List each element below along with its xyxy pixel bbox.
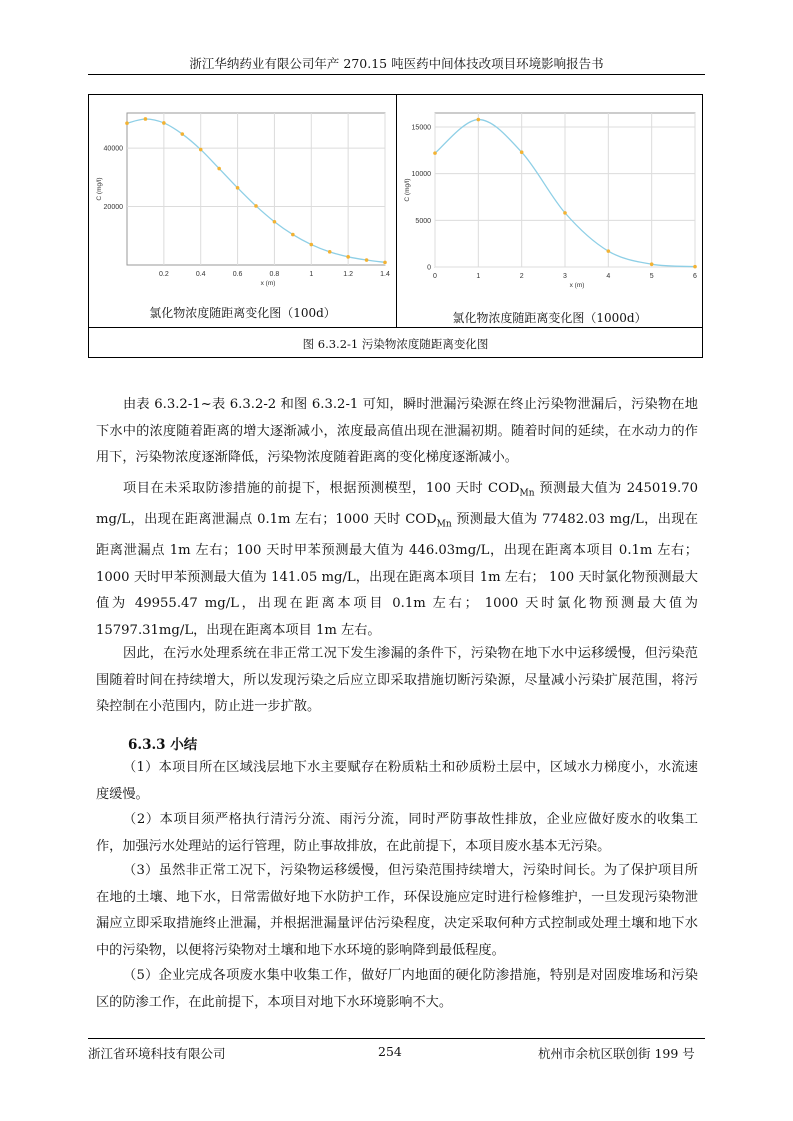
x-tick-label: 0	[433, 273, 437, 280]
data-point	[236, 186, 240, 190]
x-tick-label: 0.6	[232, 271, 243, 278]
data-point	[346, 255, 350, 259]
chart-caption-1000d: 氯化物浓度随距离变化图（1000d）	[452, 311, 647, 325]
p2-text-a: 项目在未采取防渗措施的前提下，根据预测模型，100 天时 COD	[123, 481, 520, 496]
data-point	[563, 211, 567, 215]
data-point	[383, 261, 387, 265]
x-axis-label: x (m)	[260, 280, 276, 287]
data-point	[607, 249, 611, 253]
p2-text-c: 预测最大值为 77482.03 mg/L，出现在距离泄漏点 1m 左右；100 天时甲苯预测最大值为 446.03mg/L，出现在距离本项目 0.1m 左右； 1000 天时甲苯预测最大值为 141.05 mg/L，出现在距离本项目 1m 左右； 100 天时氯化物预测最大值为 49955.47 mg/L，出现在距离本项目 0.1m 左右； 1000 天时氯化物预测最大值为 15797.31mg/L，出现在距离本项目 1m 左右。	[96, 512, 698, 638]
summary-item-1: （1）本项目所在区域浅层地下水主要赋存在粉质粘土和砂质粉土层中，区域水力梯度小，水流速度缓慢。	[96, 760, 698, 802]
footer-page-number: 254	[378, 1044, 402, 1059]
figure-caption: 图 6.3.2-1 污染物浓度随距离变化图	[302, 337, 489, 351]
x-tick-label: 3	[563, 273, 567, 280]
data-point	[365, 258, 369, 262]
chart-panel-1000d	[397, 95, 702, 327]
x-axis-label: x (m)	[569, 282, 585, 289]
x-tick-label: 4	[606, 273, 611, 280]
y-tick-label: 40000	[103, 145, 123, 153]
x-tick-label: 1.4	[380, 271, 390, 278]
data-point	[291, 233, 295, 237]
footer-address: 杭州市余杭区联创街 199 号	[538, 1046, 695, 1061]
x-tick-label: 1	[309, 271, 314, 278]
summary-item-5: （5）企业完成各项废水集中收集工作，做好厂内地面的硬化防渗措施，特别是对固废堆场和污染区的防渗工作，在此前提下，本项目对地下水环境影响不大。	[96, 968, 698, 1010]
data-point	[162, 121, 166, 125]
chart-panel-100d	[89, 95, 397, 327]
data-point	[309, 243, 313, 247]
paragraph-3: 因此，在污水处理系统在非正常工况下发生渗漏的条件下，污染物在地下水中运移缓慢，但污染范围随着时间在持续增大，所以发现污染之后应立即采取措施切断污染源，尽量减小污染扩展范围，将污染控制在小范围内，防止进一步扩散。	[96, 646, 698, 714]
x-tick-label: 0.2	[158, 271, 169, 278]
x-tick-label: 6	[693, 273, 697, 280]
summary-item-2: （2）本项目须严格执行清污分流、雨污分流，同时严防事故性排放，企业应做好废水的收集工作，加强污水处理站的运行管理，防止事故排放，在此前提下，本项目废水基本无污染。	[96, 812, 698, 854]
figure-frame	[88, 94, 703, 358]
summary-item-3: （3）虽然非正常工况下，污染物运移缓慢，但污染范围持续增大，污染时间长。为了保护项目所在地的土壤、地下水，日常需做好地下水防护工作，环保设施应定时进行检修维护，一旦发现污染物泄漏应立即采取措施终止泄漏，并根据泄漏量评估污染程度，决定采取何种方式控制或处理土壤和地下水中的污染物，以便将污染物对土壤和地下水环境的影响降到最低程度。	[96, 863, 698, 958]
y-axis-label: C (mg/l)	[96, 177, 103, 201]
data-point	[520, 150, 524, 154]
plot-area	[127, 113, 385, 265]
footer-company: 浙江省环境科技有限公司	[88, 1046, 226, 1061]
data-point	[650, 262, 654, 266]
chloride-chart-100d	[89, 95, 395, 300]
x-tick-label: 2	[519, 273, 524, 280]
data-point	[433, 151, 437, 155]
footer-rule	[88, 1038, 705, 1039]
x-tick-label: 0.4	[195, 271, 206, 278]
x-tick-label: 5	[649, 273, 654, 280]
data-point	[693, 265, 697, 269]
p2-subscript-2: Mn	[436, 519, 452, 530]
p2-subscript-1: Mn	[519, 488, 535, 499]
chart-caption-100d: 氯化物浓度随距离变化图（100d）	[149, 306, 336, 320]
data-point	[199, 148, 203, 152]
y-axis-label: C (mg/l)	[404, 178, 411, 202]
x-tick-label: 1	[476, 273, 481, 280]
data-point	[125, 121, 129, 125]
data-point	[273, 220, 277, 224]
p2-text-b: 预测最大值为 245019.70 mg/L，出现在距离泄漏点 0.1m 左右；1000 天时 COD	[96, 481, 699, 528]
data-point	[217, 167, 221, 171]
data-point	[254, 204, 258, 208]
section-heading: 6.3.3 小结	[128, 737, 198, 753]
paragraph-1: 由表 6.3.2-1~表 6.3.2-2 和图 6.3.2-1 可知，瞬时泄漏污染源在终止污染物泄漏后，污染物在地下水中的浓度随着距离的增大逐渐减小，浓度最高值出现在泄漏初期。随着时间的延续，在水动力的作用下，污染物浓度逐渐降低，污染物浓度随着距离的变化梯度逐渐减小。	[96, 397, 698, 465]
data-point	[328, 250, 332, 254]
data-point	[180, 132, 184, 136]
chloride-chart-1000d	[397, 95, 702, 300]
y-tick-label: 20000	[103, 204, 123, 212]
y-tick-label: 10000	[411, 171, 431, 179]
y-tick-label: 5000	[415, 217, 431, 225]
y-tick-label: 0	[427, 264, 431, 272]
header-rule	[88, 74, 705, 75]
y-tick-label: 15000	[411, 124, 431, 132]
x-tick-label: 0.8	[269, 271, 280, 278]
data-point	[144, 117, 148, 121]
page-header: 浙江华纳药业有限公司年产 270.15 吨医药中间体技改项目环境影响报告书	[189, 56, 604, 71]
figure-caption-row	[89, 327, 702, 358]
paragraph-2	[96, 476, 698, 644]
data-point	[477, 118, 481, 122]
x-tick-label: 1.2	[343, 271, 354, 278]
